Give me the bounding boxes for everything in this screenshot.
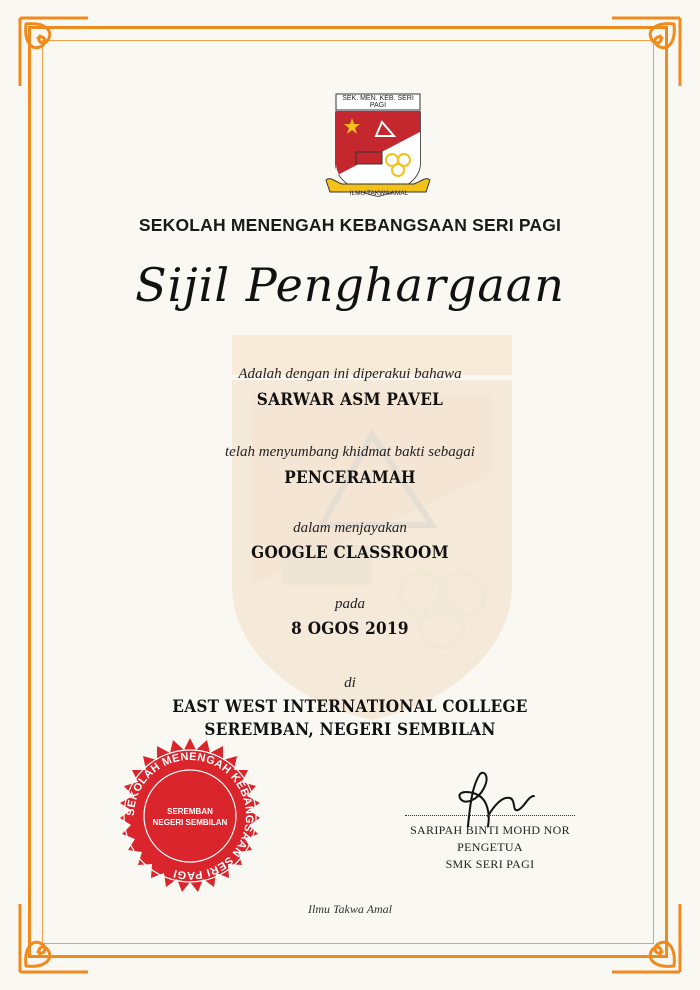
crest-motto-label: ILMU TAKWA AMAL (349, 190, 409, 197)
corner-ornament-icon (14, 12, 94, 92)
event-date: 8 OGOS 2019 (291, 619, 409, 639)
seal-center-line-1: SEREMBAN (167, 807, 213, 816)
signature-line (405, 815, 575, 816)
signatory-name: SARIPAH BINTI MOHD NOR (410, 823, 570, 837)
seal-ring-text: SEKOLAH MENENGAH KEBANGSAAN SERI PAGI (124, 750, 256, 882)
seal-center-line-2: NEGERI SEMBILAN (152, 818, 228, 827)
school-name: SEKOLAH MENENGAH KEBANGSAAN SERI PAGI (138, 215, 562, 235)
corner-ornament-icon (606, 12, 686, 92)
signatory-position: PENGETUA (457, 840, 523, 854)
crest-top-label: SEK. MEN. KEB. SERI PAGI (342, 95, 414, 109)
event-name: GOOGLE CLASSROOM (251, 543, 449, 563)
recipient-name: SARWAR ASM PAVEL (256, 390, 444, 410)
role-text: PENCERAMAH (284, 468, 416, 488)
official-seal-icon (110, 736, 270, 896)
corner-ornament-icon (14, 898, 94, 978)
certificate-title: Sijil Penghargaan (135, 258, 565, 312)
signatory-school: SMK SERI PAGI (445, 857, 535, 871)
service-text: telah menyumbang khidmat bakti sebagai (225, 444, 475, 460)
venue-line-2: SEREMBAN, NEGERI SEMBILAN (204, 720, 496, 740)
venue-intro-text: di (344, 675, 356, 691)
footer-motto: Ilmu Takwa Amal (307, 902, 392, 916)
intro-text: Adalah dengan ini diperakui bahawa (238, 366, 462, 382)
corner-ornament-icon (606, 898, 686, 978)
date-intro-text: pada (335, 596, 365, 612)
event-intro-text: dalam menjayakan (293, 520, 407, 536)
venue-line-1: EAST WEST INTERNATIONAL COLLEGE (172, 697, 528, 717)
